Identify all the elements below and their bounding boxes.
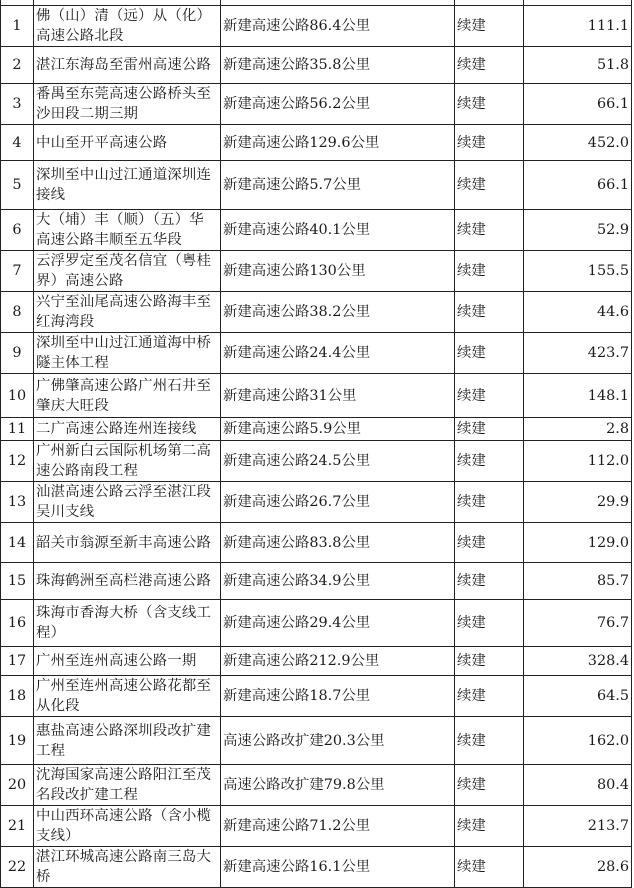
- table-row: [1, 717, 632, 765]
- construction-scale: 高速公路改扩建79.8公里: [221, 765, 455, 806]
- investment-amount: 129.0: [524, 523, 632, 563]
- construction-nature: 续建: [455, 717, 524, 765]
- row-number: 12: [1, 441, 34, 482]
- table-row: [1, 418, 632, 441]
- table-row: [1, 676, 632, 717]
- row-number: 11: [1, 418, 34, 441]
- table-row: [1, 523, 632, 563]
- row-number: 9: [1, 333, 34, 374]
- table-row: [1, 6, 632, 47]
- row-number: 8: [1, 292, 34, 333]
- project-name: 沈海国家高速公路阳江至茂名段改扩建工程: [34, 765, 221, 806]
- project-name: 湛江东海岛至雷州高速公路: [34, 47, 221, 84]
- construction-nature: 续建: [455, 84, 524, 125]
- construction-scale: 新建高速公路130公里: [221, 251, 455, 292]
- construction-scale: 新建高速公路31公里: [221, 374, 455, 418]
- row-number: 14: [1, 523, 34, 563]
- project-name: 中山西环高速公路（含小榄支线）: [34, 806, 221, 847]
- construction-nature: 续建: [455, 806, 524, 847]
- table-row: [1, 647, 632, 676]
- investment-amount: 155.5: [524, 251, 632, 292]
- table-row: [1, 441, 632, 482]
- table-row: [1, 125, 632, 161]
- row-number: 18: [1, 676, 34, 717]
- project-name: 广州新白云国际机场第二高速公路南段工程: [34, 441, 221, 482]
- construction-scale: 新建高速公路16.1公里: [221, 847, 455, 888]
- table-row: [1, 210, 632, 251]
- investment-amount: 452.0: [524, 125, 632, 161]
- project-name: 广州至连州高速公路花都至从化段: [34, 676, 221, 717]
- construction-nature: 续建: [455, 482, 524, 523]
- construction-scale: 新建高速公路56.2公里: [221, 84, 455, 125]
- construction-nature: 续建: [455, 47, 524, 84]
- construction-nature: 续建: [455, 125, 524, 161]
- construction-scale: 新建高速公路40.1公里: [221, 210, 455, 251]
- project-name: 深圳至中山过江通道深圳连接线: [34, 161, 221, 210]
- construction-scale: 新建高速公路5.7公里: [221, 161, 455, 210]
- table-row: [1, 806, 632, 847]
- project-name: 湛江环城高速公路南三岛大桥: [34, 847, 221, 888]
- investment-amount: 28.6: [524, 847, 632, 888]
- project-name: 番禺至东莞高速公路桥头至沙田段二期三期: [34, 84, 221, 125]
- row-number: 2: [1, 47, 34, 84]
- construction-nature: 续建: [455, 418, 524, 441]
- construction-scale: 新建高速公路212.9公里: [221, 647, 455, 676]
- construction-scale: 新建高速公路71.2公里: [221, 806, 455, 847]
- construction-scale: 新建高速公路35.8公里: [221, 47, 455, 84]
- project-name: 汕湛高速公路云浮至湛江段吴川支线: [34, 482, 221, 523]
- construction-scale: 新建高速公路38.2公里: [221, 292, 455, 333]
- construction-scale: 新建高速公路86.4公里: [221, 6, 455, 47]
- project-name: 兴宁至汕尾高速公路海丰至红海湾段: [34, 292, 221, 333]
- investment-amount: 111.1: [524, 6, 632, 47]
- construction-nature: 续建: [455, 6, 524, 47]
- construction-nature: 续建: [455, 251, 524, 292]
- investment-amount: 148.1: [524, 374, 632, 418]
- row-number: 7: [1, 251, 34, 292]
- construction-scale: 新建高速公路29.4公里: [221, 600, 455, 647]
- investment-amount: 76.7: [524, 600, 632, 647]
- table-row: [1, 84, 632, 125]
- project-name: 佛（山）清（远）从（化）高速公路北段: [34, 6, 221, 47]
- table-row: [1, 251, 632, 292]
- investment-amount: 51.8: [524, 47, 632, 84]
- project-name: 珠海市香海大桥（含支线工程）: [34, 600, 221, 647]
- construction-scale: 新建高速公路34.9公里: [221, 563, 455, 600]
- table-row: [1, 374, 632, 418]
- construction-scale: 新建高速公路24.4公里: [221, 333, 455, 374]
- row-number: 20: [1, 765, 34, 806]
- project-name: 大（埔）丰（顺）（五）华高速公路丰顺至五华段: [34, 210, 221, 251]
- construction-scale: 新建高速公路24.5公里: [221, 441, 455, 482]
- project-name: 惠盐高速公路深圳段改扩建工程: [34, 717, 221, 765]
- table-row: [1, 47, 632, 84]
- row-number: 13: [1, 482, 34, 523]
- row-number: 4: [1, 125, 34, 161]
- construction-scale: 新建高速公路129.6公里: [221, 125, 455, 161]
- project-name: 珠海鹤洲至高栏港高速公路: [34, 563, 221, 600]
- construction-nature: 续建: [455, 676, 524, 717]
- investment-amount: 52.9: [524, 210, 632, 251]
- table-row: [1, 161, 632, 210]
- row-number: 22: [1, 847, 34, 888]
- construction-nature: 续建: [455, 210, 524, 251]
- construction-nature: 续建: [455, 600, 524, 647]
- row-number: 10: [1, 374, 34, 418]
- investment-amount: 85.7: [524, 563, 632, 600]
- row-number: 17: [1, 647, 34, 676]
- construction-nature: 续建: [455, 333, 524, 374]
- construction-nature: 续建: [455, 523, 524, 563]
- row-number: 1: [1, 6, 34, 47]
- investment-amount: 44.6: [524, 292, 632, 333]
- project-name: 广佛肇高速公路广州石井至肇庆大旺段: [34, 374, 221, 418]
- construction-nature: 续建: [455, 563, 524, 600]
- table-row: [1, 482, 632, 523]
- investment-amount: 162.0: [524, 717, 632, 765]
- construction-nature: 续建: [455, 847, 524, 888]
- project-name: 云浮罗定至茂名信宜（粤桂界）高速公路: [34, 251, 221, 292]
- investment-amount: 80.4: [524, 765, 632, 806]
- construction-scale: 高速公路改扩建20.3公里: [221, 717, 455, 765]
- construction-scale: 新建高速公路26.7公里: [221, 482, 455, 523]
- project-name: 中山至开平高速公路: [34, 125, 221, 161]
- table-row: [1, 292, 632, 333]
- table-row: [1, 563, 632, 600]
- row-number: 19: [1, 717, 34, 765]
- construction-nature: 续建: [455, 647, 524, 676]
- investment-amount: 213.7: [524, 806, 632, 847]
- investment-amount: 64.5: [524, 676, 632, 717]
- row-number: 15: [1, 563, 34, 600]
- investment-amount: 423.7: [524, 333, 632, 374]
- project-name: 二广高速公路连州连接线: [34, 418, 221, 441]
- row-number: 6: [1, 210, 34, 251]
- row-number: 16: [1, 600, 34, 647]
- investment-amount: 2.8: [524, 418, 632, 441]
- investment-amount: 66.1: [524, 84, 632, 125]
- construction-scale: 新建高速公路18.7公里: [221, 676, 455, 717]
- table-row: [1, 847, 632, 888]
- table-row: [1, 333, 632, 374]
- construction-scale: 新建高速公路83.8公里: [221, 523, 455, 563]
- table-row: [1, 765, 632, 806]
- investment-amount: 29.9: [524, 482, 632, 523]
- construction-nature: 续建: [455, 292, 524, 333]
- row-number: 3: [1, 84, 34, 125]
- investment-amount: 66.1: [524, 161, 632, 210]
- project-name: 广州至连州高速公路一期: [34, 647, 221, 676]
- project-name: 韶关市翁源至新丰高速公路: [34, 523, 221, 563]
- construction-nature: 续建: [455, 765, 524, 806]
- row-number: 21: [1, 806, 34, 847]
- project-name: 深圳至中山过江通道海中桥隧主体工程: [34, 333, 221, 374]
- investment-amount: 112.0: [524, 441, 632, 482]
- construction-scale: 新建高速公路5.9公里: [221, 418, 455, 441]
- construction-nature: 续建: [455, 161, 524, 210]
- construction-nature: 续建: [455, 441, 524, 482]
- row-number: 5: [1, 161, 34, 210]
- investment-amount: 328.4: [524, 647, 632, 676]
- table-row: [1, 600, 632, 647]
- construction-nature: 续建: [455, 374, 524, 418]
